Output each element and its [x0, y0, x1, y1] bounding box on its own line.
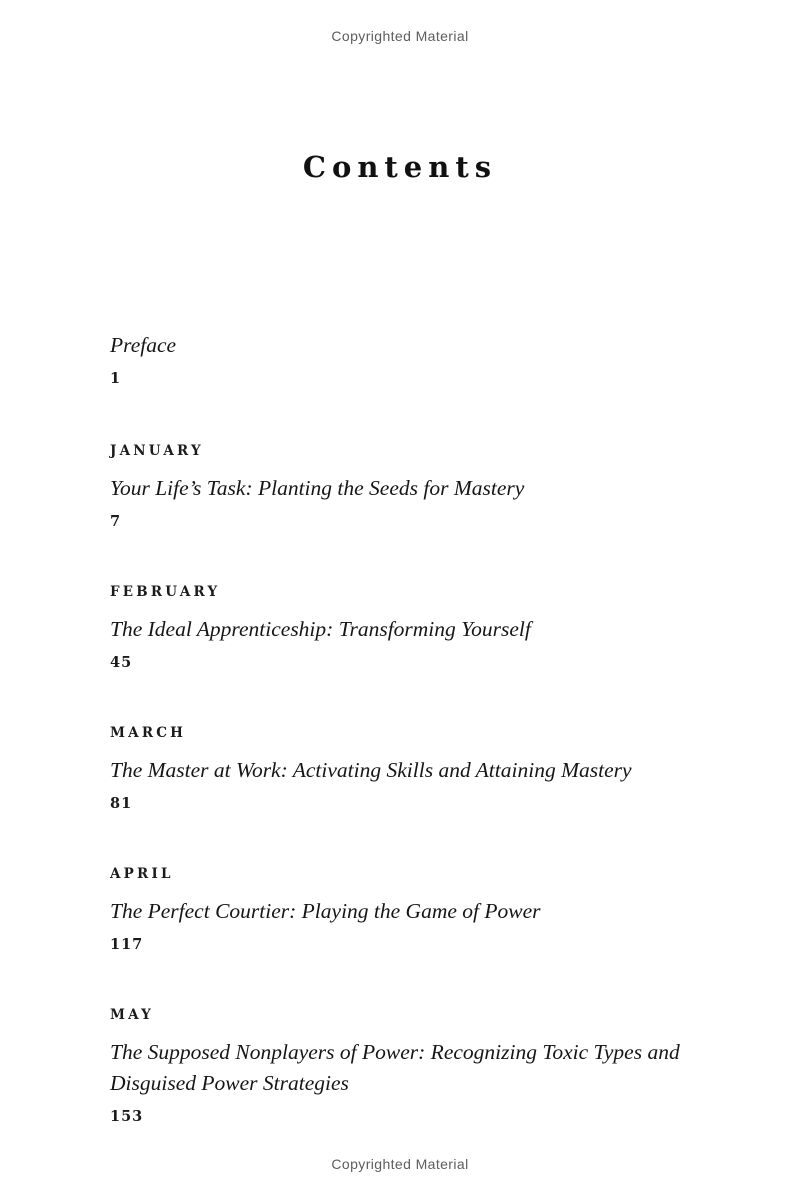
entry-page-number: 45 [110, 654, 133, 671]
entry-title: Preface [110, 333, 177, 357]
entry-page-number: 153 [110, 1108, 144, 1125]
entry-title: The Master at Work: Activating Skills and Attaining Mastery [110, 758, 632, 782]
entry-title: The Supposed Nonplayers of Power: Recognizing Toxic Types and Disguised Power Strategies [110, 1040, 680, 1095]
copyright-notice-top: Copyrighted Material [331, 28, 469, 44]
toc-entry-may [110, 1007, 700, 1125]
toc-entry-preface [110, 330, 700, 387]
entry-page-number: 117 [110, 936, 144, 953]
copyright-notice-bottom: Copyrighted Material [331, 1156, 469, 1172]
entry-title: The Perfect Courtier: Playing the Game of Power [110, 899, 541, 923]
entry-page-number: 7 [110, 513, 122, 530]
toc-entry-april [110, 866, 700, 953]
entry-title: The Ideal Apprenticeship: Transforming Yourself [110, 617, 531, 641]
entry-month-label: APRIL [110, 866, 174, 882]
entry-month-label: JANUARY [110, 443, 204, 459]
entry-month-label: FEBRUARY [110, 584, 221, 600]
entry-page-number: 81 [110, 795, 133, 812]
entry-month-label: MAY [110, 1007, 154, 1023]
toc-entry-january [110, 443, 700, 530]
entry-title: Your Life’s Task: Planting the Seeds for Mastery [110, 476, 525, 500]
table-of-contents [110, 330, 700, 1179]
entry-month-label: MARCH [110, 725, 187, 741]
page-title: Contents [302, 150, 498, 184]
toc-entry-march [110, 725, 700, 812]
entry-page-number: 1 [110, 370, 122, 387]
toc-entry-february [110, 584, 700, 671]
